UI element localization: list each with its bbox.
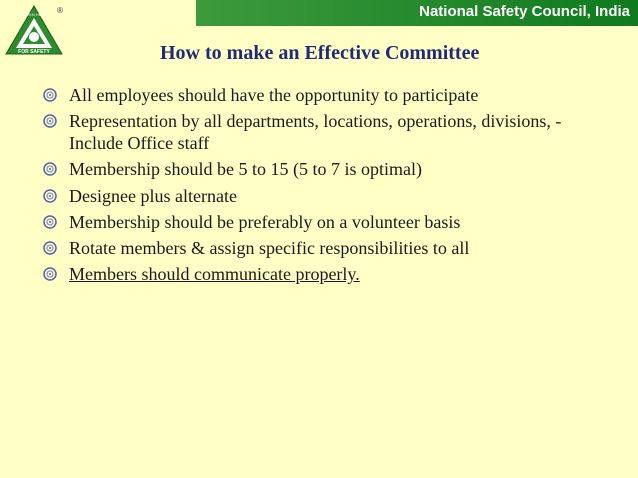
bullet-text: Membership should be preferably on a volunteer basis [69, 211, 461, 232]
bullet-text: All employees should have the opportunity to participate [69, 85, 479, 105]
list-item [40, 185, 600, 207]
list-item [40, 84, 600, 106]
registered-mark: ® [57, 6, 63, 15]
bullet-text: Membership should be 5 to 15 (5 to 7 is optimal) [69, 159, 422, 180]
spiral-bullet-icon [40, 110, 60, 132]
spiral-bullet-icon [40, 263, 60, 285]
list-item [40, 237, 600, 259]
nsc-triangle-logo-icon [4, 4, 68, 60]
list-item [40, 211, 600, 233]
spiral-bullet-icon [40, 185, 60, 207]
nsc-logo [4, 4, 68, 60]
list-item [40, 158, 600, 180]
bullet-text: Members should communicate properly. [69, 264, 360, 285]
bullet-text: Representation by all departments, locations, operations, divisions, - Include Office staff [69, 111, 562, 154]
header-banner [196, 0, 638, 26]
list-item [40, 263, 600, 285]
logo-text-top: GREEN HERO [20, 12, 48, 17]
bullet-text: Rotate members & assign specific responsibilities to all [69, 237, 470, 258]
spiral-bullet-icon [40, 237, 60, 259]
spiral-bullet-icon [40, 211, 60, 233]
logo-text-bottom: FOR SAFETY [18, 49, 50, 55]
org-name: National Safety Council, India [419, 3, 630, 20]
spiral-bullet-icon [40, 84, 60, 106]
bullet-list [40, 84, 600, 289]
bullet-text: Designee plus alternate [69, 185, 237, 206]
slide-title: How to make an Effective Committee [160, 42, 480, 64]
list-item [40, 110, 600, 154]
spiral-bullet-icon [40, 158, 60, 180]
